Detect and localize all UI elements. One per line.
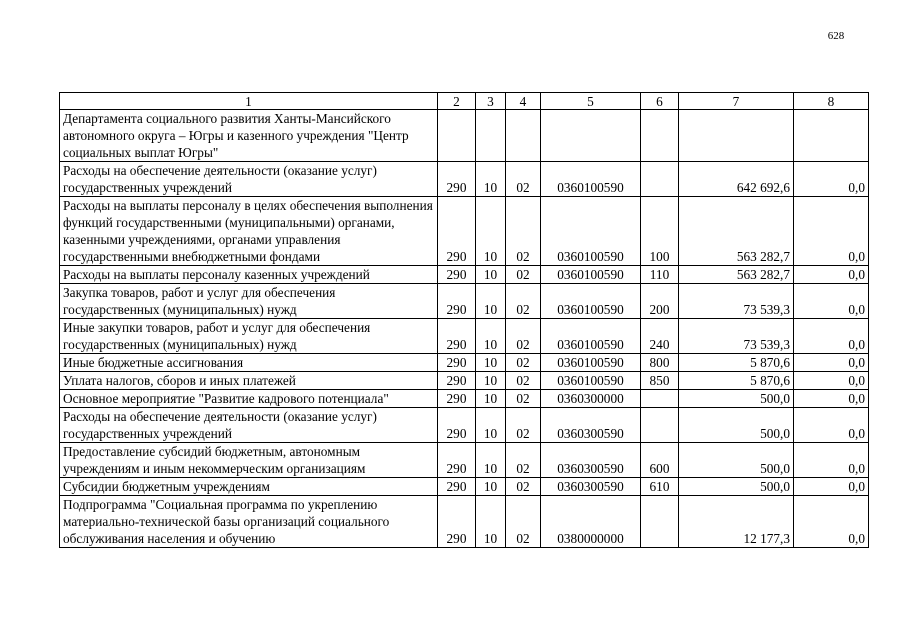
- row-amount-secondary: 0,0: [794, 354, 869, 372]
- row-section: 10: [476, 354, 506, 372]
- row-section: 10: [476, 162, 506, 197]
- table-row: [60, 162, 869, 197]
- column-header: 5: [541, 93, 641, 110]
- column-header: 3: [476, 93, 506, 110]
- row-expense-type: 800: [641, 354, 679, 372]
- row-amount: [679, 110, 794, 162]
- table-row: [60, 390, 869, 408]
- row-amount-secondary: 0,0: [794, 372, 869, 390]
- row-section: 10: [476, 496, 506, 548]
- row-expense-type: [641, 110, 679, 162]
- row-target-article: 0360100590: [541, 354, 641, 372]
- row-expense-type: 600: [641, 443, 679, 478]
- row-description: Расходы на выплаты персоналу казенных учреждений: [60, 266, 438, 284]
- row-expense-type: [641, 390, 679, 408]
- table-row: [60, 266, 869, 284]
- row-subsection: 02: [506, 372, 541, 390]
- row-description: Основное мероприятие "Развитие кадрового потенциала": [60, 390, 438, 408]
- row-amount: 5 870,6: [679, 372, 794, 390]
- row-amount: 563 282,7: [679, 197, 794, 266]
- row-code-admin: 290: [438, 478, 476, 496]
- row-subsection: 02: [506, 197, 541, 266]
- row-target-article: 0360300590: [541, 478, 641, 496]
- column-header: 8: [794, 93, 869, 110]
- row-section: 10: [476, 408, 506, 443]
- row-expense-type: 240: [641, 319, 679, 354]
- table-row: [60, 197, 869, 266]
- table-row: [60, 496, 869, 548]
- row-section: 10: [476, 266, 506, 284]
- row-amount-secondary: 0,0: [794, 162, 869, 197]
- row-subsection: 02: [506, 496, 541, 548]
- row-amount: 500,0: [679, 478, 794, 496]
- row-amount: 73 539,3: [679, 284, 794, 319]
- row-target-article: 0380000000: [541, 496, 641, 548]
- column-header: 2: [438, 93, 476, 110]
- row-target-article: 0360300590: [541, 408, 641, 443]
- row-amount-secondary: 0,0: [794, 390, 869, 408]
- row-description: Предоставление субсидий бюджетным, автономным учреждениям и иным некоммерческим организациям: [60, 443, 438, 478]
- table-row: [60, 478, 869, 496]
- row-subsection: 02: [506, 390, 541, 408]
- row-subsection: 02: [506, 319, 541, 354]
- table-row: [60, 408, 869, 443]
- budget-table: [59, 92, 869, 548]
- row-section: 10: [476, 197, 506, 266]
- row-expense-type: [641, 408, 679, 443]
- table-row: [60, 443, 869, 478]
- row-section: 10: [476, 478, 506, 496]
- row-expense-type: 610: [641, 478, 679, 496]
- row-description: Расходы на обеспечение деятельности (оказание услуг) государственных учреждений: [60, 408, 438, 443]
- row-description: Субсидии бюджетным учреждениям: [60, 478, 438, 496]
- row-section: 10: [476, 372, 506, 390]
- row-expense-type: 110: [641, 266, 679, 284]
- page-number: 628: [827, 30, 845, 42]
- row-amount-secondary: 0,0: [794, 266, 869, 284]
- row-expense-type: [641, 162, 679, 197]
- row-target-article: 0360100590: [541, 284, 641, 319]
- row-subsection: 02: [506, 162, 541, 197]
- column-header: 7: [679, 93, 794, 110]
- row-expense-type: 200: [641, 284, 679, 319]
- row-subsection: 02: [506, 354, 541, 372]
- row-code-admin: 290: [438, 408, 476, 443]
- row-code-admin: 290: [438, 319, 476, 354]
- row-description: Иные закупки товаров, работ и услуг для обеспечения государственных (муниципальных) нужд: [60, 319, 438, 354]
- row-amount-secondary: 0,0: [794, 478, 869, 496]
- row-code-admin: 290: [438, 197, 476, 266]
- row-description: Расходы на обеспечение деятельности (оказание услуг) государственных учреждений: [60, 162, 438, 197]
- row-amount-secondary: 0,0: [794, 319, 869, 354]
- row-amount: 500,0: [679, 443, 794, 478]
- row-amount: 73 539,3: [679, 319, 794, 354]
- row-expense-type: [641, 496, 679, 548]
- row-target-article: 0360300590: [541, 443, 641, 478]
- row-code-admin: 290: [438, 496, 476, 548]
- row-code-admin: 290: [438, 284, 476, 319]
- row-target-article: 0360100590: [541, 319, 641, 354]
- table-row: [60, 284, 869, 319]
- row-amount-secondary: 0,0: [794, 197, 869, 266]
- table-row: [60, 372, 869, 390]
- row-expense-type: 850: [641, 372, 679, 390]
- row-code-admin: 290: [438, 266, 476, 284]
- row-amount-secondary: [794, 110, 869, 162]
- row-subsection: 02: [506, 443, 541, 478]
- row-amount: 5 870,6: [679, 354, 794, 372]
- column-header: 6: [641, 93, 679, 110]
- table-header-row: [60, 93, 869, 110]
- row-amount-secondary: 0,0: [794, 443, 869, 478]
- row-amount: 500,0: [679, 408, 794, 443]
- row-section: 10: [476, 284, 506, 319]
- row-description: Департамента социального развития Ханты-Мансийского автономного округа – Югры и казенного учреждения "Центр социальных выплат Югры": [60, 110, 438, 162]
- column-header: 4: [506, 93, 541, 110]
- column-header: 1: [60, 93, 438, 110]
- table-row: [60, 319, 869, 354]
- row-section: 10: [476, 319, 506, 354]
- row-subsection: 02: [506, 284, 541, 319]
- row-code-admin: 290: [438, 354, 476, 372]
- row-section: [476, 110, 506, 162]
- table-row: [60, 110, 869, 162]
- table-row: [60, 354, 869, 372]
- row-description: Иные бюджетные ассигнования: [60, 354, 438, 372]
- row-section: 10: [476, 443, 506, 478]
- row-amount: 642 692,6: [679, 162, 794, 197]
- row-target-article: 0360100590: [541, 197, 641, 266]
- row-code-admin: 290: [438, 162, 476, 197]
- row-amount: 500,0: [679, 390, 794, 408]
- row-subsection: 02: [506, 266, 541, 284]
- row-code-admin: 290: [438, 372, 476, 390]
- row-target-article: [541, 110, 641, 162]
- row-target-article: 0360100590: [541, 162, 641, 197]
- row-code-admin: 290: [438, 390, 476, 408]
- row-amount: 12 177,3: [679, 496, 794, 548]
- row-expense-type: 100: [641, 197, 679, 266]
- row-amount-secondary: 0,0: [794, 284, 869, 319]
- row-description: Закупка товаров, работ и услуг для обеспечения государственных (муниципальных) нужд: [60, 284, 438, 319]
- row-code-admin: [438, 110, 476, 162]
- row-amount: 563 282,7: [679, 266, 794, 284]
- row-description: Подпрограмма "Социальная программа по укреплению материально-технической базы организаций социального обслуживания населения и обучению: [60, 496, 438, 548]
- row-description: Уплата налогов, сборов и иных платежей: [60, 372, 438, 390]
- row-subsection: 02: [506, 478, 541, 496]
- row-target-article: 0360100590: [541, 372, 641, 390]
- row-subsection: 02: [506, 408, 541, 443]
- row-description: Расходы на выплаты персоналу в целях обеспечения выполнения функций государственными (муниципальными) органами, казенными учреждениями, органами управления государственными внебюджетными фондами: [60, 197, 438, 266]
- row-amount-secondary: 0,0: [794, 496, 869, 548]
- row-target-article: 0360300000: [541, 390, 641, 408]
- row-section: 10: [476, 390, 506, 408]
- row-code-admin: 290: [438, 443, 476, 478]
- row-target-article: 0360100590: [541, 266, 641, 284]
- row-amount-secondary: 0,0: [794, 408, 869, 443]
- row-subsection: [506, 110, 541, 162]
